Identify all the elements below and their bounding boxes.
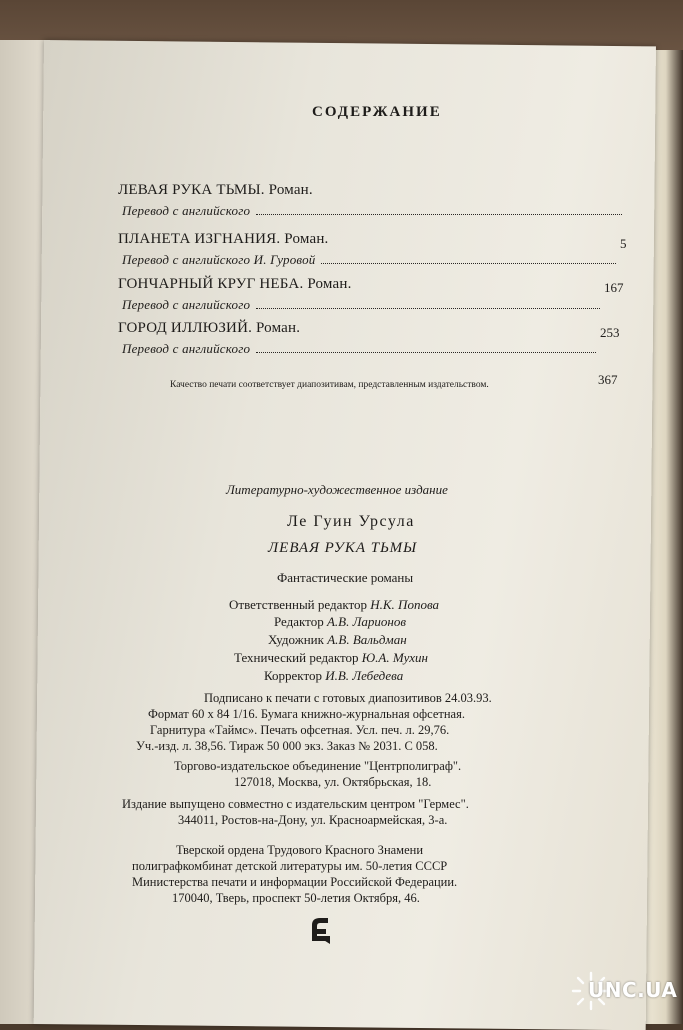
toc-entry-translator: Перевод с английского	[122, 203, 251, 218]
publisher-line: Торгово-издательское объединение "Центрполиграф".	[174, 759, 462, 773]
spec-line: Гарнитура «Таймс». Печать офсетная. Усл. печ. л. 29,76.	[150, 723, 450, 737]
publisher-logo-icon	[308, 915, 334, 945]
credit-role: Технический редактор	[234, 650, 359, 665]
watermark-text: UNC.UA	[588, 978, 678, 1002]
toc-page-number: 253	[600, 325, 620, 340]
dot-leader	[321, 262, 616, 264]
contents-heading: СОДЕРЖАНИЕ	[312, 104, 442, 120]
dot-leader	[256, 351, 596, 353]
credit-name: А.В. Ларионов	[326, 614, 406, 629]
co-publisher-block	[122, 796, 469, 828]
printer-line: Тверской ордена Трудового Красного Знамени	[176, 843, 424, 857]
toc-entry-title: ЛЕВАЯ РУКА ТЬМЫ. Роман.	[118, 182, 313, 198]
author-name: Ле Гуин Урсула	[287, 513, 415, 530]
printing-specs	[136, 690, 492, 754]
printer-line: 170040, Тверь, проспект 50-летия Октября, 46.	[172, 891, 420, 905]
spec-line: Уч.-изд. л. 38,56. Тираж 50 000 экз. Заказ № 2031. С 058.	[136, 739, 438, 753]
dot-leader	[256, 307, 600, 309]
credit-name: Н.К. Попова	[370, 597, 439, 612]
toc-entry-translator: Перевод с английского	[122, 297, 251, 312]
toc-page-number: 367	[598, 372, 618, 387]
credit-name: Ю.А. Мухин	[361, 650, 428, 665]
co-publisher-line: Издание выпущено совместно с издательским центром "Гермес".	[122, 797, 469, 811]
toc-entry-translator: Перевод с английского	[122, 341, 251, 356]
credit-line	[268, 632, 407, 648]
credit-name: И.В. Лебедева	[325, 668, 404, 683]
printer-block	[132, 842, 457, 906]
toc-page-number: 167	[604, 280, 624, 295]
toc-entry-title: ГОНЧАРНЫЙ КРУГ НЕБА. Роман.	[118, 276, 352, 292]
toc-entry-title: ПЛАНЕТА ИЗГНАНИЯ. Роман.	[118, 231, 329, 247]
toc-entry	[118, 231, 622, 268]
genre-subtitle: Фантастические романы	[277, 570, 414, 585]
credit-line	[234, 650, 428, 666]
printer-line: полиграфкомбинат детской литературы им. 50-летия СССР	[132, 859, 448, 873]
spec-line: Формат 60 х 84 1/16. Бумага книжно-журнальная офсетная.	[148, 707, 465, 721]
book-title: ЛЕВАЯ РУКА ТЬМЫ	[268, 540, 418, 556]
credit-role: Редактор	[274, 614, 324, 629]
toc-entry	[118, 182, 628, 219]
toc-entry	[118, 320, 602, 357]
toc-entry-translator: Перевод с английского И. Гуровой	[122, 252, 316, 267]
print-quality-note: Качество печати соответствует диапозитивам, представленным издательством.	[170, 380, 489, 390]
credit-line	[229, 597, 439, 613]
credit-role: Ответственный редактор	[229, 597, 368, 612]
credit-name: А.В. Вальдман	[327, 632, 407, 647]
publication-type: Литературно-художественное издание	[226, 482, 448, 497]
printer-line: Министерства печати и информации Российской Федерации.	[132, 875, 458, 889]
credit-role: Художник	[268, 632, 324, 647]
publisher-line: 127018, Москва, ул. Октябрьская, 18.	[234, 775, 432, 789]
dot-leader	[256, 213, 622, 215]
toc-page-number: 5	[620, 236, 627, 251]
toc-entry	[118, 276, 606, 313]
credit-line	[274, 614, 406, 630]
toc-entry-title: ГОРОД ИЛЛЮЗИЙ. Роман.	[118, 320, 301, 336]
spec-line: Подписано к печати с готовых диапозитивов 24.03.93.	[204, 691, 492, 705]
publisher-block	[174, 758, 461, 790]
credit-line	[264, 668, 403, 684]
co-publisher-line: 344011, Ростов-на-Дону, ул. Красноармейская, 3-а.	[178, 813, 448, 827]
credit-role: Корректор	[264, 668, 322, 683]
